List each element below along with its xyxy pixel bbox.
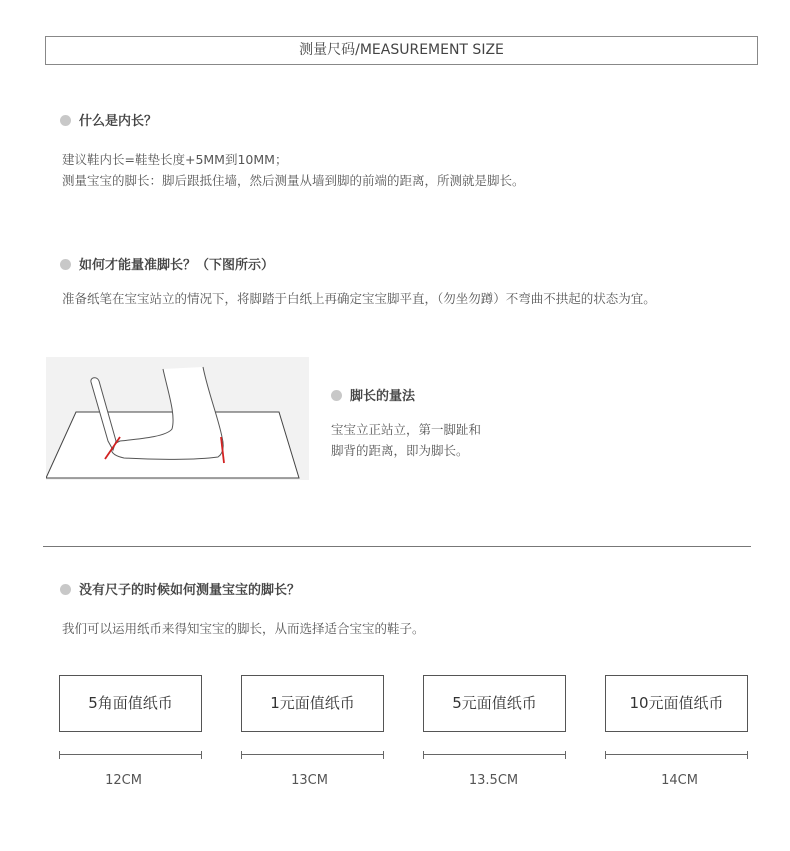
- illustration-line-2: 脚背的距离，即为脚长。: [331, 443, 469, 458]
- heading-text: 脚长的量法: [350, 389, 416, 404]
- bullet-dot-icon: [60, 259, 71, 270]
- ruler-line: [241, 751, 384, 759]
- inner-length-line-2: 测量宝宝的脚长：脚后跟抵住墙，然后测量从墙到脚的前端的距离，所测就是脚长。: [62, 173, 525, 188]
- ruler-line: [605, 751, 748, 759]
- illustration-line-1: 宝宝立正站立，第一脚趾和: [331, 422, 482, 437]
- ruler-line: [423, 751, 566, 759]
- size-label-13cm: 13CM: [291, 773, 328, 788]
- banknote-5jiao: 5角面值纸币: [59, 675, 202, 732]
- foot-drawing-icon: [46, 357, 309, 480]
- ruler-line: [59, 751, 202, 759]
- page-title: 测量尺码/MEASUREMENT SIZE: [45, 36, 758, 65]
- bullet-dot-icon: [331, 390, 342, 401]
- section-divider: [43, 546, 751, 547]
- question-inner-length: [60, 110, 157, 129]
- question-measure-accurately: [60, 254, 274, 273]
- banknote-5yuan: 5元面值纸币: [423, 675, 566, 732]
- banknote-10yuan: 10元面值纸币: [605, 675, 748, 732]
- bullet-dot-icon: [60, 115, 71, 126]
- size-label-13-5cm: 13.5CM: [468, 773, 519, 788]
- illustration-heading: [331, 385, 415, 404]
- size-label-12cm: 12CM: [105, 773, 142, 788]
- banknote-1yuan: 1元面值纸币: [241, 675, 384, 732]
- question-text: 没有尺子的时候如何测量宝宝的脚长？: [79, 583, 301, 598]
- foot-measure-illustration: [46, 357, 309, 480]
- question-no-ruler: [60, 579, 300, 598]
- question-text: 什么是内长？: [79, 114, 158, 129]
- question-text: 如何才能量准脚长？（下图所示）: [79, 258, 275, 273]
- size-label-14cm: 14CM: [661, 773, 698, 788]
- banknote-method-text: 我们可以运用纸币来得知宝宝的脚长，从而选择适合宝宝的鞋子。: [62, 621, 425, 636]
- measure-instructions: 准备纸笔在宝宝站立的情况下，将脚踏于白纸上再确定宝宝脚平直，（勿坐勿蹲）不弯曲不拱起的状态为宜。: [62, 291, 656, 306]
- bullet-dot-icon: [60, 584, 71, 595]
- inner-length-line-1: 建议鞋内长=鞋垫长度+5MM到10MM；: [62, 152, 288, 167]
